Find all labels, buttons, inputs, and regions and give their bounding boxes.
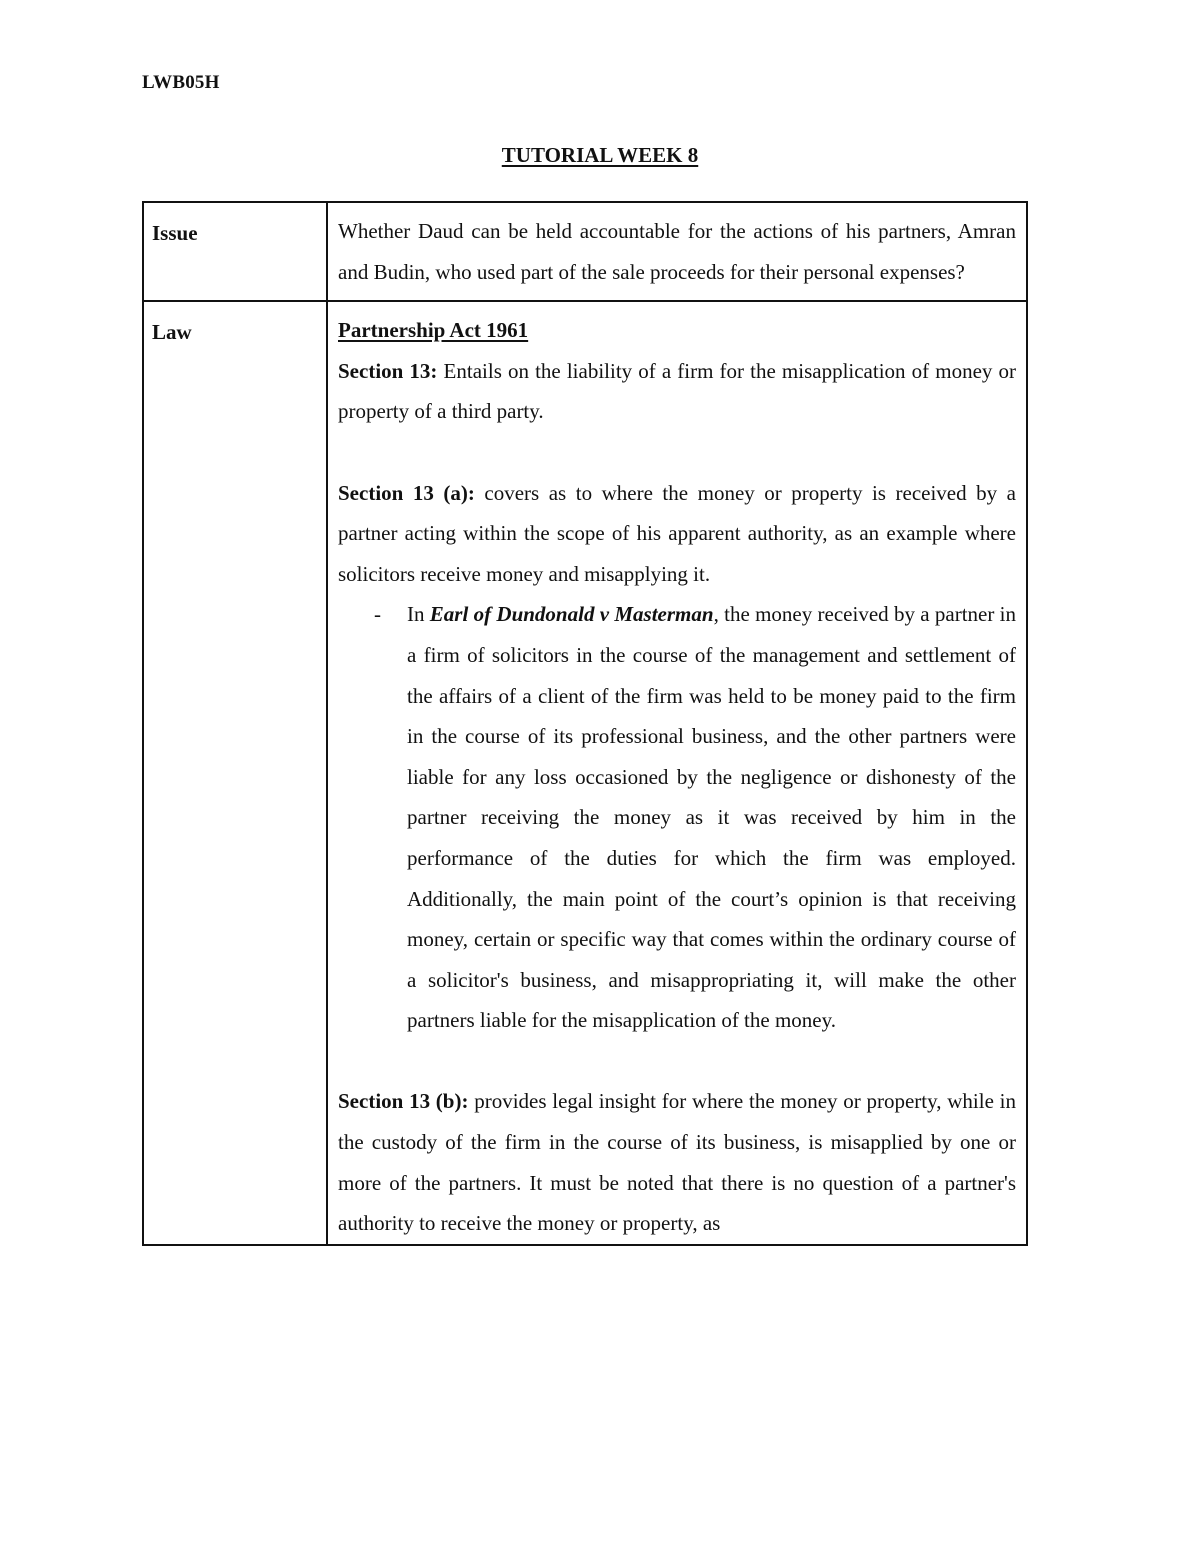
section-13a-paragraph <box>338 473 1016 595</box>
section-13b-label: Section 13 (b): <box>338 1089 469 1114</box>
section-13-text: Entails on the liability of a firm for the misapplication of money or property of a third party. <box>338 358 1017 424</box>
section-13-label: Section 13: <box>338 358 438 383</box>
section-13b-paragraph <box>338 1081 1016 1243</box>
document-title: TUTORIAL WEEK 8 <box>501 143 699 167</box>
issue-row <box>143 202 1027 301</box>
section-13-paragraph <box>338 351 1016 432</box>
law-row <box>143 301 1027 1245</box>
section-13a-text: covers as to where the money or property is received by a partner acting within the scope of his apparent authority, as an example where solicitors receive money and misapplying it. <box>338 480 1016 586</box>
course-code: LWB05H <box>142 72 220 93</box>
blank-line <box>338 432 1016 473</box>
case-bullet <box>338 594 1016 1041</box>
case-paragraph <box>407 594 1016 1041</box>
law-label: Law <box>143 301 327 1245</box>
bullet-dash: - <box>374 602 381 627</box>
issue-label: Issue <box>143 202 327 301</box>
act-title: Partnership Act 1961 <box>338 318 529 343</box>
analysis-table <box>142 201 1028 1246</box>
blank-line <box>338 1041 1016 1082</box>
issue-content <box>327 202 1027 301</box>
law-content <box>327 301 1027 1245</box>
issue-text: Whether Daud can be held accountable for the actions of his partners, Amran and Budin, who used part of the sale proceeds for their personal expenses? <box>338 219 1016 284</box>
case-text: , the money received by a partner in a firm of solicitors in the course of the management and settlement of the affairs of a client of the firm was held to be money paid to the firm in the course of its professional business, and the other partners were liable for any loss occasioned by the negligence or dishonesty of the partner receiving the money as it was received by him in the performance of the duties for which the firm was employed. Additionally, the main point of the court’s opinion is that receiving money, certain or specific way that comes within the ordinary course of a solicitor's business, and misappropriating it, will make the other partners liable for the misapplication of the money. <box>407 602 1016 1033</box>
section-13b-text: provides legal insight for where the money or property, while in the custody of the firm in the course of its business, is misapplied by one or more of the partners. It must be noted that there is no question of a partner's authority to receive the money or property, as <box>338 1089 1016 1236</box>
case-prefix: In <box>407 602 430 627</box>
case-name: Earl of Dundonald v Masterman <box>429 602 714 627</box>
section-13a-label: Section 13 (a): <box>338 480 475 505</box>
